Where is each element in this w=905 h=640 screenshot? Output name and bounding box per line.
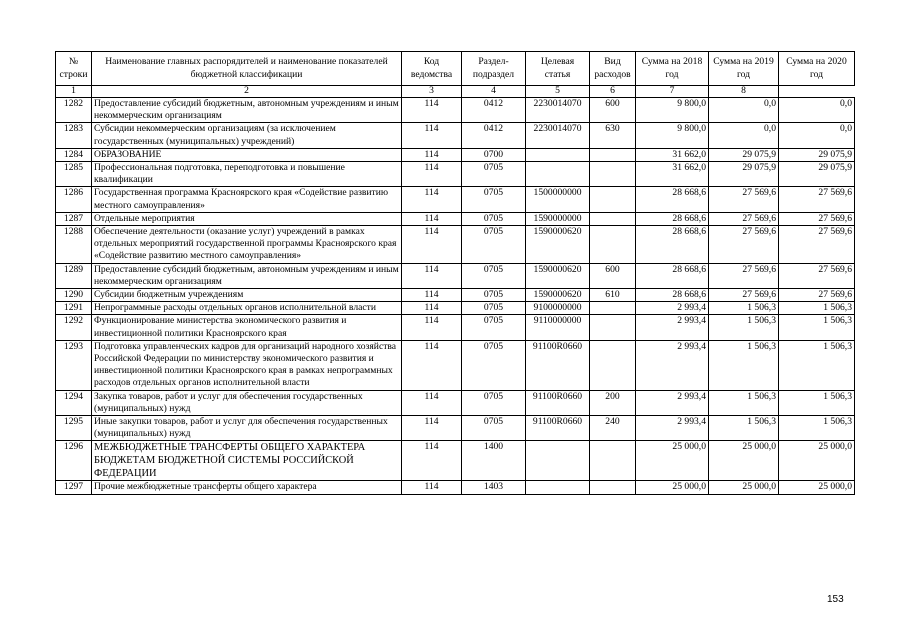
row-number: 1292	[56, 315, 92, 340]
sum-2020: 1 506,3	[779, 340, 855, 390]
row-number: 1288	[56, 226, 92, 264]
sum-2018: 25 000,0	[636, 481, 709, 494]
row-name: Субсидии бюджетным учреждениям	[92, 289, 402, 302]
header-row-number: № строки	[56, 52, 92, 86]
row-name: МЕЖБЮДЖЕТНЫЕ ТРАНСФЕРТЫ ОБЩЕГО ХАРАКТЕРА БЮДЖЕТАМ БЮДЖЕТНОЙ СИСТЕМЫ РОССИЙСКОЙ ФЕДЕРАЦИИ	[92, 441, 402, 481]
dept-code: 114	[402, 289, 462, 302]
table-row	[56, 390, 855, 415]
sum-2020: 1 506,3	[779, 390, 855, 415]
target-article: 1590000620	[526, 289, 590, 302]
dept-code: 114	[402, 98, 462, 123]
expense-type	[590, 148, 636, 161]
target-article: 1500000000	[526, 187, 590, 212]
dept-code: 114	[402, 148, 462, 161]
row-name: Непрограммные расходы отдельных органов исполнительной власти	[92, 302, 402, 315]
header-target-article: Целевая статья	[526, 52, 590, 86]
table-row	[56, 416, 855, 441]
section-code: 0705	[462, 226, 526, 264]
sum-2019: 1 506,3	[709, 416, 779, 441]
dept-code: 114	[402, 302, 462, 315]
table-row	[56, 441, 855, 481]
dept-code: 114	[402, 263, 462, 288]
expense-type	[590, 441, 636, 481]
column-number: 3	[402, 86, 462, 98]
dept-code: 114	[402, 123, 462, 148]
target-article: 1590000620	[526, 263, 590, 288]
table-row	[56, 340, 855, 390]
dept-code: 114	[402, 187, 462, 212]
row-number: 1294	[56, 390, 92, 415]
column-number: 1	[56, 86, 92, 98]
header-sum-2019: Сумма на 2019 год	[709, 52, 779, 86]
sum-2019: 1 506,3	[709, 390, 779, 415]
sum-2019: 29 075,9	[709, 148, 779, 161]
sum-2020: 27 569,6	[779, 212, 855, 225]
row-number: 1291	[56, 302, 92, 315]
sum-2018: 9 800,0	[636, 123, 709, 148]
section-code: 0705	[462, 315, 526, 340]
column-number: 8	[709, 86, 779, 98]
sum-2020: 1 506,3	[779, 315, 855, 340]
expense-type: 200	[590, 390, 636, 415]
sum-2018: 28 668,6	[636, 263, 709, 288]
sum-2020: 29 075,9	[779, 162, 855, 187]
section-code: 0705	[462, 340, 526, 390]
expense-type: 610	[590, 289, 636, 302]
budget-table	[55, 51, 855, 495]
expense-type	[590, 226, 636, 264]
target-article: 91100R0660	[526, 390, 590, 415]
expense-type	[590, 302, 636, 315]
sum-2019: 29 075,9	[709, 162, 779, 187]
sum-2019: 27 569,6	[709, 226, 779, 264]
target-article	[526, 162, 590, 187]
sum-2019: 0,0	[709, 98, 779, 123]
row-number: 1289	[56, 263, 92, 288]
section-code: 0705	[462, 162, 526, 187]
sum-2019: 0,0	[709, 123, 779, 148]
sum-2018: 2 993,4	[636, 390, 709, 415]
sum-2018: 31 662,0	[636, 162, 709, 187]
section-code: 0705	[462, 187, 526, 212]
table-body	[56, 98, 855, 495]
expense-type	[590, 481, 636, 494]
sum-2019: 27 569,6	[709, 187, 779, 212]
row-name: Прочие межбюджетные трансферты общего характера	[92, 481, 402, 494]
target-article: 2230014070	[526, 98, 590, 123]
table-row	[56, 302, 855, 315]
expense-type: 630	[590, 123, 636, 148]
sum-2020: 29 075,9	[779, 148, 855, 161]
sum-2020: 27 569,6	[779, 289, 855, 302]
section-code: 0705	[462, 302, 526, 315]
row-name: Профессиональная подготовка, переподготовка и повышение квалификации	[92, 162, 402, 187]
table-row	[56, 162, 855, 187]
section-code: 0705	[462, 263, 526, 288]
header-dept-code: Код ведомства	[402, 52, 462, 86]
row-number: 1285	[56, 162, 92, 187]
column-number: 5	[526, 86, 590, 98]
section-code: 0412	[462, 123, 526, 148]
sum-2019: 25 000,0	[709, 481, 779, 494]
table-row	[56, 187, 855, 212]
dept-code: 114	[402, 340, 462, 390]
sum-2018: 2 993,4	[636, 340, 709, 390]
sum-2018: 2 993,4	[636, 315, 709, 340]
target-article: 2230014070	[526, 123, 590, 148]
sum-2019: 27 569,6	[709, 212, 779, 225]
table-row	[56, 148, 855, 161]
page-number: 153	[827, 594, 844, 605]
dept-code: 114	[402, 212, 462, 225]
sum-2018: 2 993,4	[636, 416, 709, 441]
header-sum-2020: Сумма на 2020 год	[779, 52, 855, 86]
sum-2018: 31 662,0	[636, 148, 709, 161]
row-number: 1284	[56, 148, 92, 161]
row-name: Государственная программа Красноярского края «Содействие развитию местного самоуправления»	[92, 187, 402, 212]
header-section: Раздел-подраздел	[462, 52, 526, 86]
row-number: 1293	[56, 340, 92, 390]
sum-2018: 28 668,6	[636, 226, 709, 264]
section-code: 1403	[462, 481, 526, 494]
sum-2020: 25 000,0	[779, 481, 855, 494]
row-number: 1296	[56, 441, 92, 481]
table-row	[56, 123, 855, 148]
row-name: Предоставление субсидий бюджетным, автономным учреждениям и иным некоммерческим организациям	[92, 98, 402, 123]
column-number: 4	[462, 86, 526, 98]
section-code: 0412	[462, 98, 526, 123]
sum-2019: 1 506,3	[709, 302, 779, 315]
sum-2019: 27 569,6	[709, 263, 779, 288]
row-name: Иные закупки товаров, работ и услуг для обеспечения государственных (муниципальных) нужд	[92, 416, 402, 441]
column-number-row	[56, 86, 855, 98]
section-code: 0705	[462, 416, 526, 441]
sum-2018: 25 000,0	[636, 441, 709, 481]
sum-2020: 0,0	[779, 98, 855, 123]
sum-2020: 27 569,6	[779, 263, 855, 288]
row-name: Подготовка управленческих кадров для организаций народного хозяйства Российской Федерации по министерству экономического развития и инвестиционной политики Красноярского края в рамках непрограммных расходов отдельных органов исполнительной власти	[92, 340, 402, 390]
column-number: 2	[92, 86, 402, 98]
section-code: 0705	[462, 390, 526, 415]
expense-type	[590, 187, 636, 212]
dept-code: 114	[402, 226, 462, 264]
sum-2019: 1 506,3	[709, 315, 779, 340]
row-name: Отдельные мероприятия	[92, 212, 402, 225]
column-number: 6	[590, 86, 636, 98]
sum-2019: 27 569,6	[709, 289, 779, 302]
sum-2020: 27 569,6	[779, 226, 855, 264]
table-row	[56, 263, 855, 288]
table-row	[56, 481, 855, 494]
table-row	[56, 315, 855, 340]
sum-2019: 25 000,0	[709, 441, 779, 481]
target-article: 9100000000	[526, 302, 590, 315]
header-name: Наименование главных распорядителей и наименование показателей бюджетной классификации	[92, 52, 402, 86]
section-code: 0700	[462, 148, 526, 161]
sum-2020: 1 506,3	[779, 302, 855, 315]
target-article: 9110000000	[526, 315, 590, 340]
column-number: 7	[636, 86, 709, 98]
row-name: ОБРАЗОВАНИЕ	[92, 148, 402, 161]
row-name: Обеспечение деятельности (оказание услуг) учреждений в рамках отдельных мероприятий государственной программы Красноярского края «Содействие развитию местного самоуправления»	[92, 226, 402, 264]
sum-2018: 28 668,6	[636, 212, 709, 225]
expense-type: 600	[590, 98, 636, 123]
target-article	[526, 481, 590, 494]
section-code: 1400	[462, 441, 526, 481]
target-article: 91100R0660	[526, 416, 590, 441]
target-article: 1590000620	[526, 226, 590, 264]
table-row	[56, 98, 855, 123]
sum-2020: 0,0	[779, 123, 855, 148]
header-expense-type: Вид расходов	[590, 52, 636, 86]
sum-2018: 28 668,6	[636, 289, 709, 302]
target-article: 1590000000	[526, 212, 590, 225]
dept-code: 114	[402, 481, 462, 494]
row-number: 1282	[56, 98, 92, 123]
header-sum-2018: Сумма на 2018 год	[636, 52, 709, 86]
row-name: Предоставление субсидий бюджетным, автономным учреждениям и иным некоммерческим организациям	[92, 263, 402, 288]
section-code: 0705	[462, 289, 526, 302]
dept-code: 114	[402, 315, 462, 340]
header-row	[56, 52, 855, 86]
section-code: 0705	[462, 212, 526, 225]
sum-2020: 1 506,3	[779, 416, 855, 441]
row-number: 1283	[56, 123, 92, 148]
sum-2020: 25 000,0	[779, 441, 855, 481]
row-name: Закупка товаров, работ и услуг для обеспечения государственных (муниципальных) нужд	[92, 390, 402, 415]
expense-type	[590, 162, 636, 187]
target-article	[526, 441, 590, 481]
sum-2019: 1 506,3	[709, 340, 779, 390]
table-row	[56, 212, 855, 225]
sum-2018: 28 668,6	[636, 187, 709, 212]
row-number: 1295	[56, 416, 92, 441]
target-article: 91100R0660	[526, 340, 590, 390]
expense-type	[590, 315, 636, 340]
row-number: 1287	[56, 212, 92, 225]
row-name: Функционирование министерства экономического развития и инвестиционной политики Красноярского края	[92, 315, 402, 340]
dept-code: 114	[402, 441, 462, 481]
row-number: 1290	[56, 289, 92, 302]
dept-code: 114	[402, 390, 462, 415]
expense-type: 240	[590, 416, 636, 441]
expense-type: 600	[590, 263, 636, 288]
row-number: 1286	[56, 187, 92, 212]
dept-code: 114	[402, 162, 462, 187]
target-article	[526, 148, 590, 161]
expense-type	[590, 212, 636, 225]
table-row	[56, 289, 855, 302]
sum-2020: 27 569,6	[779, 187, 855, 212]
dept-code: 114	[402, 416, 462, 441]
table-row	[56, 226, 855, 264]
expense-type	[590, 340, 636, 390]
row-number: 1297	[56, 481, 92, 494]
sum-2018: 2 993,4	[636, 302, 709, 315]
sum-2018: 9 800,0	[636, 98, 709, 123]
row-name: Субсидии некоммерческим организациям (за исключением государственных (муниципальных) учреждений)	[92, 123, 402, 148]
